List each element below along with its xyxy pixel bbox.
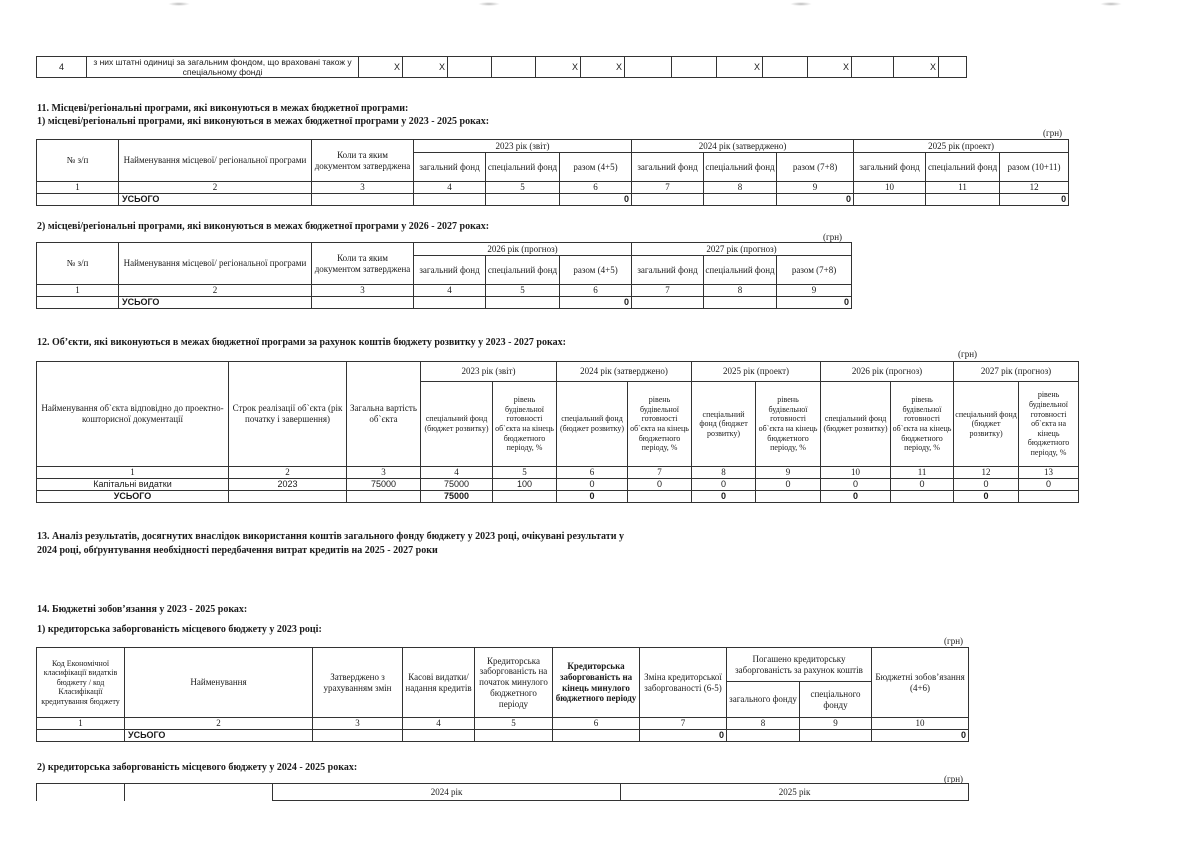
header-year-2024: 2024 рік (затверджено) [557, 362, 692, 382]
header-code: Код Економічної класифікації видатків бюджету / код Класифікації кредитування бюджету [37, 648, 125, 718]
column-number: 1 [37, 467, 229, 479]
staff-units-table [36, 56, 967, 78]
column-number: 3 [312, 285, 414, 297]
total-cell [475, 729, 553, 741]
header-approved: Затверджено з урахуванням змін [313, 648, 403, 718]
header-total: разом (4+5) [560, 256, 632, 285]
header-special-fund: спеціальний фонд (бюджет розвитку) [954, 382, 1019, 467]
column-number: 12 [954, 467, 1019, 479]
row-number: 4 [37, 57, 87, 78]
column-number: 4 [414, 182, 486, 194]
total-cell [493, 490, 557, 502]
header-special-fund: спеціальний фонд [486, 153, 560, 182]
total-cell [800, 729, 872, 741]
total-cell: 0 [954, 490, 1019, 502]
column-number: 7 [632, 182, 704, 194]
value-cell: 0 [891, 478, 954, 490]
header-special-fund: спеціальний фонд [704, 256, 777, 285]
column-number: 4 [414, 285, 486, 297]
total-cell: 0 [821, 490, 891, 502]
section-14-subtitle-2: 2) кредиторська заборгованість місцевого бюджету у 2024 - 2025 роках: [37, 762, 358, 773]
header-term: Строк реалізації об`єкта (рік початку і завершення) [229, 362, 347, 467]
table-row [37, 478, 1079, 490]
column-number: 9 [756, 467, 821, 479]
total-cell [756, 490, 821, 502]
scan-artifact [168, 2, 190, 6]
column-number: 5 [493, 467, 557, 479]
cell [852, 57, 894, 78]
header-repaid: Погашено кредиторську заборгованість за рахунок коштів [727, 648, 872, 682]
header-cell-empty [37, 784, 125, 801]
header-debt-start: Кредиторська заборгованість на початок минулого бюджетного періоду [475, 648, 553, 718]
object-name: Капітальні видатки [37, 478, 229, 490]
column-number: 8 [727, 718, 800, 730]
cell: X [359, 57, 403, 78]
total-cell [414, 193, 486, 205]
header-object-name: Найменування об`єкта відповідно до проектно-кошторисної документації [37, 362, 229, 467]
cell: X [581, 57, 625, 78]
value-cell: 0 [821, 478, 891, 490]
header-special-fund: спеціальний фонд (бюджет розвитку) [821, 382, 891, 467]
total-cell: 0 [560, 193, 632, 205]
header-general-fund: загальний фонд [414, 256, 486, 285]
total-cell [632, 193, 704, 205]
unit-label: (грн) [944, 774, 964, 784]
total-cell: 75000 [421, 490, 493, 502]
header-repaid-special: спеціального фонду [800, 682, 872, 718]
column-number: 5 [486, 285, 560, 297]
header-number: № з/п [37, 140, 119, 182]
header-debt-change: Зміна кредиторської заборгованості (6-5) [640, 648, 727, 718]
total-cell: 0 [1000, 193, 1069, 205]
column-number: 9 [800, 718, 872, 730]
header-repaid-general: загального фонду [727, 682, 800, 718]
total-cell: 0 [692, 490, 756, 502]
total-label: УСЬОГО [125, 729, 313, 741]
header-special-fund: спеціальний фонд [704, 153, 777, 182]
column-number: 2 [119, 182, 312, 194]
unit-label: (грн) [958, 349, 978, 359]
header-total: разом (10+11) [1000, 153, 1069, 182]
value-cell: 75000 [421, 478, 493, 490]
total-cell: 0 [777, 193, 854, 205]
header-year-2026: 2026 рік (прогноз) [821, 362, 954, 382]
header-year-2025: 2025 рік (проект) [692, 362, 821, 382]
total-label: УСЬОГО [119, 296, 312, 308]
total-cell [403, 729, 475, 741]
header-year-2025: 2025 рік [621, 784, 969, 801]
total-cell [347, 490, 421, 502]
column-number: 7 [640, 718, 727, 730]
section-11-subtitle-1: 1) місцеві/регіональні програми, які виконуються в межах бюджетної програми у 2023 - 2025 роках: [37, 116, 490, 127]
column-number: 3 [313, 718, 403, 730]
total-cell [891, 490, 954, 502]
column-number: 1 [37, 182, 119, 194]
cell [625, 57, 672, 78]
section-14-title: 14. Бюджетні зобов’язання у 2023 - 2025 роках: [37, 604, 248, 615]
total-cell: 0 [777, 296, 852, 308]
column-number: 2 [125, 718, 313, 730]
column-number: 10 [821, 467, 891, 479]
header-year-2024: 2024 рік [273, 784, 621, 801]
header-year-2024: 2024 рік (затверджено) [632, 140, 854, 153]
local-programs-2026-2027-table [36, 242, 852, 309]
total-cell: 0 [872, 729, 969, 741]
header-general-fund: загальний фонд [632, 256, 704, 285]
total-cell [553, 729, 640, 741]
column-number: 6 [560, 285, 632, 297]
column-number: 9 [777, 285, 852, 297]
section-13-title-line-2: 2024 році, обґрунтування необхідності передбачення витрат кредитів на 2025 - 2027 роки [37, 545, 438, 556]
column-number: 2 [119, 285, 312, 297]
row-label: з них штатні одиниці за загальним фондом, що враховані також у спеціальному фонді [87, 57, 359, 78]
header-total: разом (7+8) [777, 153, 854, 182]
header-program-name: Найменування місцевої/ регіональної програми [119, 243, 312, 285]
object-term: 2023 [229, 478, 347, 490]
total-cell [632, 296, 704, 308]
total-cell [414, 296, 486, 308]
total-cell [312, 193, 414, 205]
section-13-title-line-1: 13. Аналіз результатів, досягнутих внаслідок використання коштів загального фонду бюджету у 2023 році, очікувані результати у [37, 531, 624, 542]
header-special-fund: спеціальний фонд (бюджет розвитку) [557, 382, 628, 467]
column-number: 11 [926, 182, 1000, 194]
column-number: 8 [704, 182, 777, 194]
cell [492, 57, 536, 78]
payables-2023-table [36, 647, 969, 742]
total-label: УСЬОГО [37, 490, 229, 502]
section-14-subtitle-1: 1) кредиторська заборгованість місцевого бюджету у 2023 році: [37, 624, 322, 635]
total-cell [37, 193, 119, 205]
column-number: 9 [777, 182, 854, 194]
header-year-2023: 2023 рік (звіт) [414, 140, 632, 153]
total-label: УСЬОГО [119, 193, 312, 205]
column-number: 6 [553, 718, 640, 730]
column-number: 13 [1019, 467, 1079, 479]
value-cell: 100 [493, 478, 557, 490]
header-general-fund: загальний фонд [632, 153, 704, 182]
cell: X [403, 57, 448, 78]
scan-artifact [790, 2, 812, 6]
total-cell [486, 193, 560, 205]
total-cell [313, 729, 403, 741]
header-obligations: Бюджетні зобов’язання (4+6) [872, 648, 969, 718]
value-cell: 0 [954, 478, 1019, 490]
column-number: 10 [854, 182, 926, 194]
column-number: 1 [37, 285, 119, 297]
header-readiness-level: рівень будівельної готовності об`єкта на кінець бюджетного періоду, % [1019, 382, 1079, 467]
column-number: 8 [692, 467, 756, 479]
object-cost: 75000 [347, 478, 421, 490]
header-program-name: Найменування місцевої/ регіональної програми [119, 140, 312, 182]
cell [672, 57, 717, 78]
total-cell [704, 193, 777, 205]
cell [939, 57, 967, 78]
header-year-2025: 2025 рік (проект) [854, 140, 1069, 153]
payables-2024-2025-table [36, 783, 969, 801]
total-cell [312, 296, 414, 308]
column-number: 6 [557, 467, 628, 479]
header-approval-document: Коли та яким документом затверджена [312, 243, 414, 285]
total-cell [486, 296, 560, 308]
column-number: 6 [560, 182, 632, 194]
column-number: 11 [891, 467, 954, 479]
cell: X [894, 57, 939, 78]
total-cell [628, 490, 692, 502]
column-number: 4 [403, 718, 475, 730]
unit-label: (грн) [944, 636, 964, 646]
column-number: 7 [632, 285, 704, 297]
column-number: 2 [229, 467, 347, 479]
scan-artifact [1100, 2, 1122, 6]
total-cell [1019, 490, 1079, 502]
total-cell: 0 [557, 490, 628, 502]
value-cell: 0 [557, 478, 628, 490]
cell: X [808, 57, 852, 78]
column-number: 1 [37, 718, 125, 730]
unit-label: (грн) [1043, 128, 1063, 138]
local-programs-2023-2025-table [36, 139, 1069, 206]
header-readiness-level: рівень будівельної готовності об`єкта на кінець бюджетного періоду, % [891, 382, 954, 467]
unit-label: (грн) [823, 232, 843, 242]
column-number: 8 [704, 285, 777, 297]
total-cell [229, 490, 347, 502]
total-cell: 0 [560, 296, 632, 308]
header-special-fund: спеціальний фонд (бюджет розвитку) [421, 382, 493, 467]
column-number: 10 [872, 718, 969, 730]
section-11-title: 11. Місцеві/регіональні програми, які виконуються в межах бюджетної програми: [37, 103, 409, 114]
header-total: разом (7+8) [777, 256, 852, 285]
header-total-cost: Загальна вартість об`єкта [347, 362, 421, 467]
column-number: 3 [347, 467, 421, 479]
column-number: 12 [1000, 182, 1069, 194]
section-11-subtitle-2: 2) місцеві/регіональні програми, які виконуються в межах бюджетної програми у 2026 - 2027 роках: [37, 221, 490, 232]
cell: X [717, 57, 763, 78]
header-year-2023: 2023 рік (звіт) [421, 362, 557, 382]
total-cell [926, 193, 1000, 205]
header-year-2026: 2026 рік (прогноз) [414, 243, 632, 256]
section-12-title: 12. Об’єкти, які виконуються в межах бюджетної програми за рахунок коштів бюджету розвитку у 2023 - 2027 роках: [37, 337, 566, 348]
total-cell [37, 296, 119, 308]
header-year-2027: 2027 рік (прогноз) [954, 362, 1079, 382]
column-number: 4 [421, 467, 493, 479]
header-name: Найменування [125, 648, 313, 718]
header-special-fund: спеціальний фонд [486, 256, 560, 285]
value-cell: 0 [1019, 478, 1079, 490]
cell: X [536, 57, 581, 78]
header-year-2027: 2027 рік (прогноз) [632, 243, 852, 256]
header-readiness-level: рівень будівельної готовності об`єкта на кінець бюджетного періоду, % [628, 382, 692, 467]
column-number: 5 [486, 182, 560, 194]
header-general-fund: загальний фонд [414, 153, 486, 182]
value-cell: 0 [692, 478, 756, 490]
header-total: разом (4+5) [560, 153, 632, 182]
header-special-fund: спеціальний фонд (бюджет розвитку) [692, 382, 756, 467]
header-approval-document: Коли та яким документом затверджена [312, 140, 414, 182]
header-readiness-level: рівень будівельної готовності об`єкта на кінець бюджетного періоду, % [493, 382, 557, 467]
header-cash-expenses: Касові видатки/ надання кредитів [403, 648, 475, 718]
cell [763, 57, 808, 78]
header-special-fund: спеціальний фонд [926, 153, 1000, 182]
header-readiness-level: рівень будівельної готовності об`єкта на кінець бюджетного періоду, % [756, 382, 821, 467]
header-general-fund: загальний фонд [854, 153, 926, 182]
column-number: 5 [475, 718, 553, 730]
header-debt-end: Кредиторська заборгованість на кінець минулого бюджетного періоду [553, 648, 640, 718]
total-cell [854, 193, 926, 205]
total-cell [37, 729, 125, 741]
scan-artifact [478, 2, 500, 6]
column-number: 3 [312, 182, 414, 194]
total-cell [704, 296, 777, 308]
column-number: 7 [628, 467, 692, 479]
development-objects-table [36, 361, 1079, 503]
total-cell: 0 [640, 729, 727, 741]
header-number: № з/п [37, 243, 119, 285]
cell [448, 57, 492, 78]
value-cell: 0 [628, 478, 692, 490]
header-cell-empty [125, 784, 273, 801]
total-cell [727, 729, 800, 741]
value-cell: 0 [756, 478, 821, 490]
